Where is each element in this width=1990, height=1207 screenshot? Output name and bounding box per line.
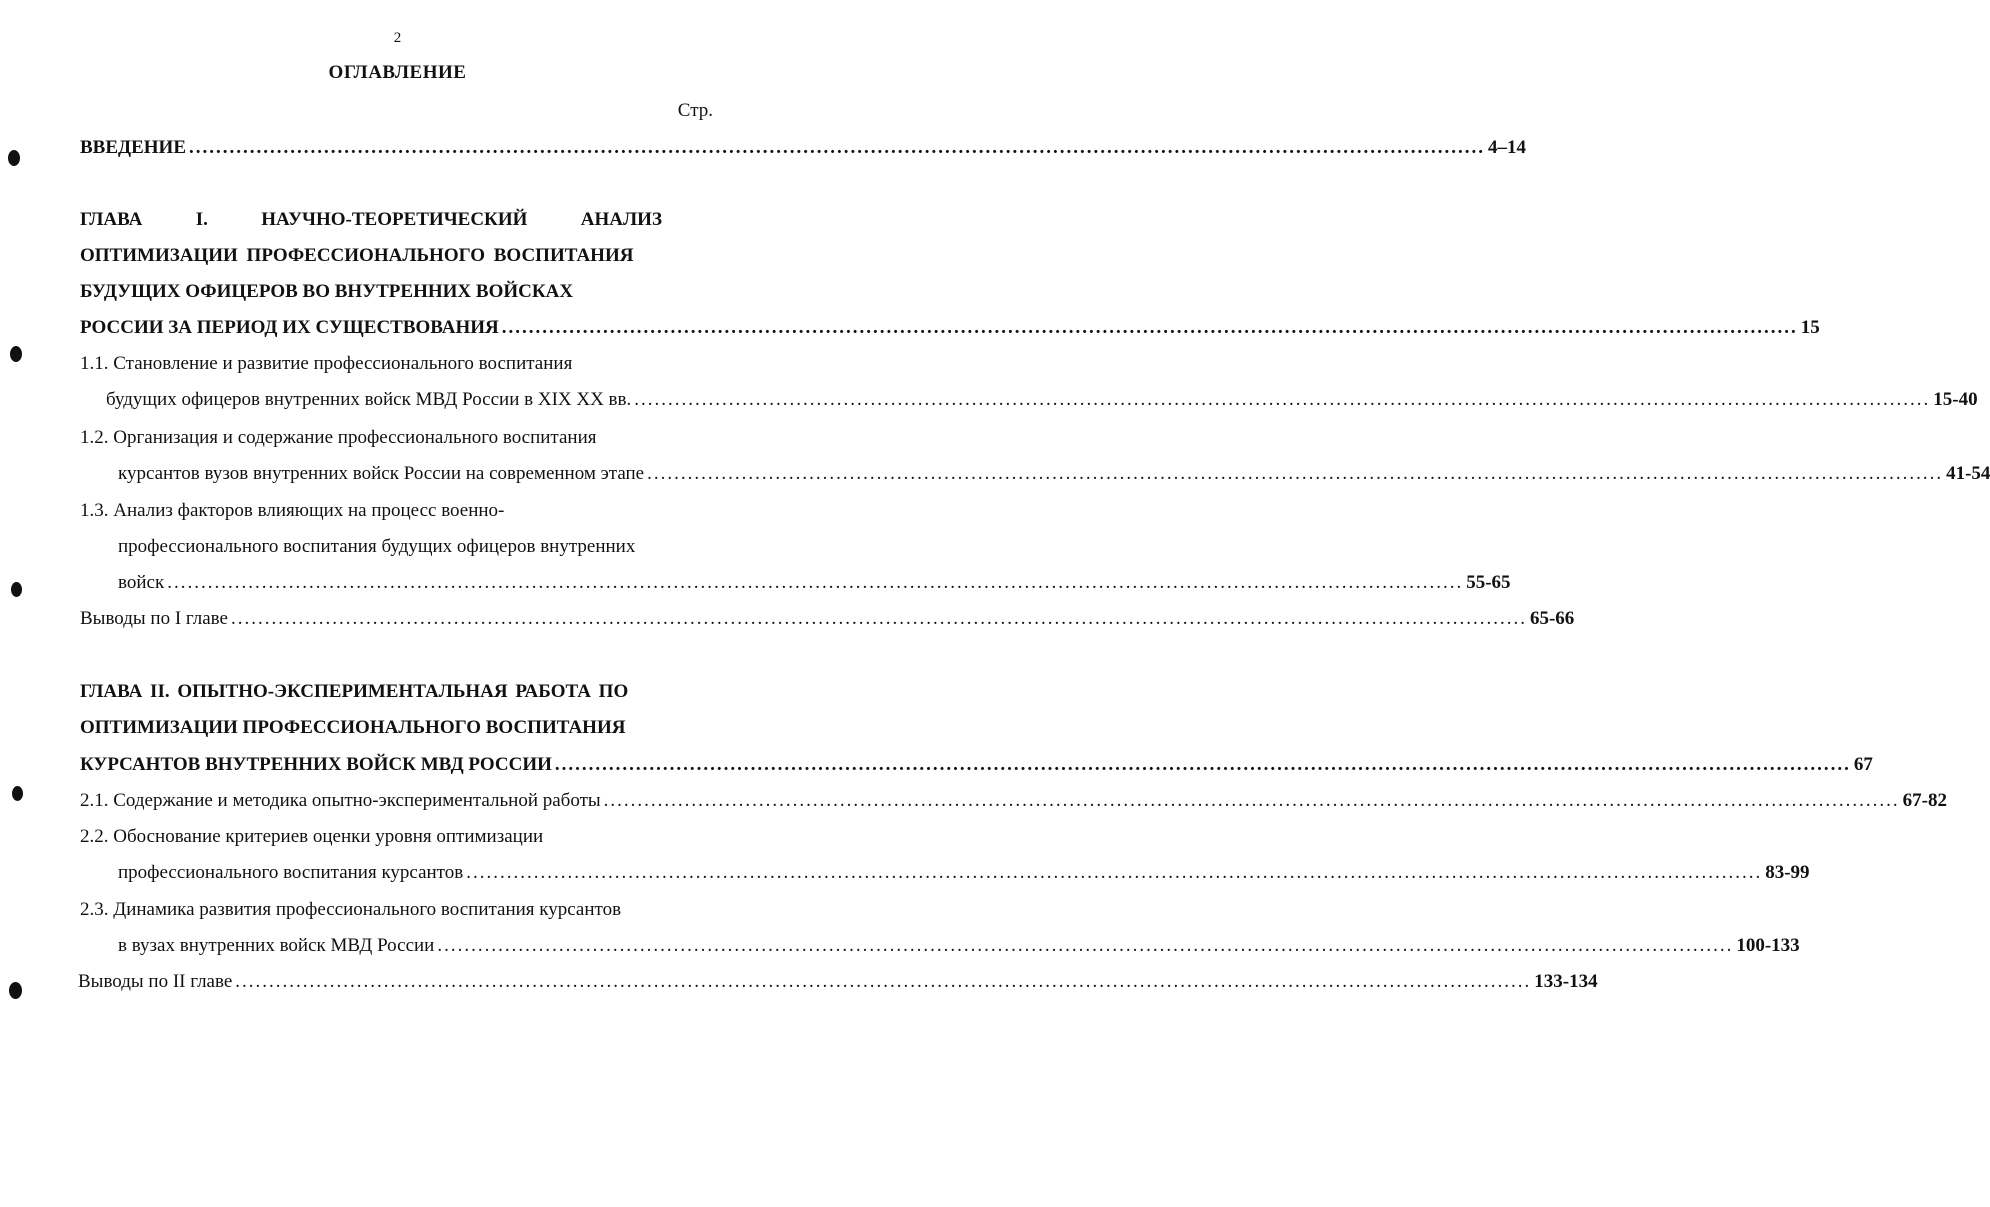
toc-page: 15-40 xyxy=(1933,389,1978,410)
toc-label: будущих офицеров внутренних войск МВД России в XIX XX вв. xyxy=(106,389,632,410)
ink-spot xyxy=(12,786,23,801)
toc-page: 41-54 xyxy=(1946,463,1990,484)
toc-section-2-3-line1: 2.3. Динамика развития профессионального воспитания курсантов xyxy=(80,899,622,920)
dot-leader: ................................................................................................................................................................................................ xyxy=(603,790,1900,811)
toc-label: ВВЕДЕНИЕ xyxy=(80,137,186,158)
toc-section-1-2-line1: 1.2. Организация и содержание профессионального воспитания xyxy=(80,427,597,448)
dot-leader: ................................................................................................................................................................................................ xyxy=(167,572,1464,593)
dot-leader: ................................................................................................................................................................................................ xyxy=(647,463,1944,484)
chapter2-heading-line2: ОПТИМИЗАЦИИ ПРОФЕССИОНАЛЬНОГО ВОСПИТАНИЯ xyxy=(80,717,626,738)
toc-page: 4–14 xyxy=(1488,137,1526,158)
toc-entry-chapter2[interactable] xyxy=(80,753,1873,777)
ink-spot xyxy=(10,346,22,362)
toc-page: 15 xyxy=(1800,317,1820,338)
page-number: 2 xyxy=(393,30,402,46)
toc-entry-section-2-3[interactable] xyxy=(118,934,1800,958)
toc-page: 83-99 xyxy=(1765,862,1810,883)
ink-spot xyxy=(8,150,20,166)
dot-leader: ................................................................................................................................................................................................ xyxy=(554,754,1851,775)
chapter2-heading-line1: ГЛАВА II. ОПЫТНО-ЭКСПЕРИМЕНТАЛЬНАЯ РАБОТА ПО xyxy=(80,681,629,702)
dot-leader: ................................................................................................................................................................................................ xyxy=(501,317,1798,338)
chapter1-heading-line3: БУДУЩИХ ОФИЦЕРОВ ВО ВНУТРЕННИХ ВОЙСКАХ xyxy=(80,281,574,302)
toc-label: Выводы по II главе xyxy=(78,971,233,992)
dot-leader: ................................................................................................................................................................................................ xyxy=(235,971,1532,992)
toc-label: войск xyxy=(118,572,165,593)
toc-label: курсантов вузов внутренних войск России на современном этапе xyxy=(118,463,645,484)
dot-leader: ................................................................................................................................................................................................ xyxy=(437,935,1734,956)
toc-entry-chapter1-conclusions[interactable] xyxy=(80,607,1575,631)
toc-section-1-1-line1: 1.1. Становление и развитие профессионального воспитания xyxy=(80,353,573,374)
toc-page: 65-66 xyxy=(1529,608,1575,629)
toc-label: профессионального воспитания курсантов xyxy=(118,862,464,883)
chapter1-heading-line2: ОПТИМИЗАЦИИ ПРОФЕССИОНАЛЬНОГО ВОСПИТАНИЯ xyxy=(80,245,634,266)
toc-page: 133-134 xyxy=(1534,971,1598,992)
pages-column-header: Стр. xyxy=(677,100,713,121)
toc-section-1-3-line1: 1.3. Анализ факторов влияющих на процесс военно- xyxy=(80,500,505,521)
toc-entry-section-1-3[interactable] xyxy=(118,571,1511,595)
toc-entry-section-2-1[interactable] xyxy=(80,789,1947,813)
ink-spot xyxy=(9,982,22,999)
toc-page: 67-82 xyxy=(1902,790,1947,811)
toc-label: в вузах внутренних войск МВД России xyxy=(118,935,435,956)
toc-label: Выводы по I главе xyxy=(80,608,228,629)
dot-leader: ................................................................................................................................................................................................ xyxy=(230,608,1527,629)
page-title: ОГЛАВЛЕНИЕ xyxy=(328,62,467,83)
toc-label: КУРСАНТОВ ВНУТРЕННИХ ВОЙСК МВД РОССИИ xyxy=(80,754,552,775)
heading-word: ГЛАВА xyxy=(80,209,143,230)
heading-word: I. xyxy=(195,209,208,230)
dot-leader: ................................................................................................................................................................................................ xyxy=(189,137,1485,158)
toc-section-2-2-line1: 2.2. Обоснование критериев оценки уровня оптимизации xyxy=(80,826,544,847)
toc-page: 100-133 xyxy=(1736,935,1800,956)
ink-spot xyxy=(11,582,22,597)
toc-entry-section-1-2[interactable] xyxy=(118,462,1990,486)
toc-entry-chapter2-conclusions[interactable] xyxy=(78,970,1598,994)
toc-page: 67 xyxy=(1853,754,1873,775)
heading-word: АНАЛИЗ xyxy=(580,209,662,230)
toc-section-1-3-line2: профессионального воспитания будущих офицеров внутренних xyxy=(118,536,636,557)
toc-entry-chapter1[interactable] xyxy=(80,316,1820,340)
dot-leader: ................................................................................................................................................................................................ xyxy=(634,389,1931,410)
heading-word: НАУЧНО-ТЕОРЕТИЧЕСКИЙ xyxy=(261,209,528,230)
toc-entry-introduction[interactable] xyxy=(80,136,1526,160)
toc-entry-section-1-1[interactable] xyxy=(106,388,1978,412)
toc-label: РОССИИ ЗА ПЕРИОД ИХ СУЩЕСТВОВАНИЯ xyxy=(80,317,499,338)
dot-leader: ................................................................................................................................................................................................ xyxy=(466,862,1763,883)
toc-label: 2.1. Содержание и методика опытно-экспериментальной работы xyxy=(80,790,601,811)
chapter1-heading-line1 xyxy=(80,208,662,232)
toc-entry-section-2-2[interactable] xyxy=(118,861,1810,885)
toc-page: 55-65 xyxy=(1466,572,1511,593)
